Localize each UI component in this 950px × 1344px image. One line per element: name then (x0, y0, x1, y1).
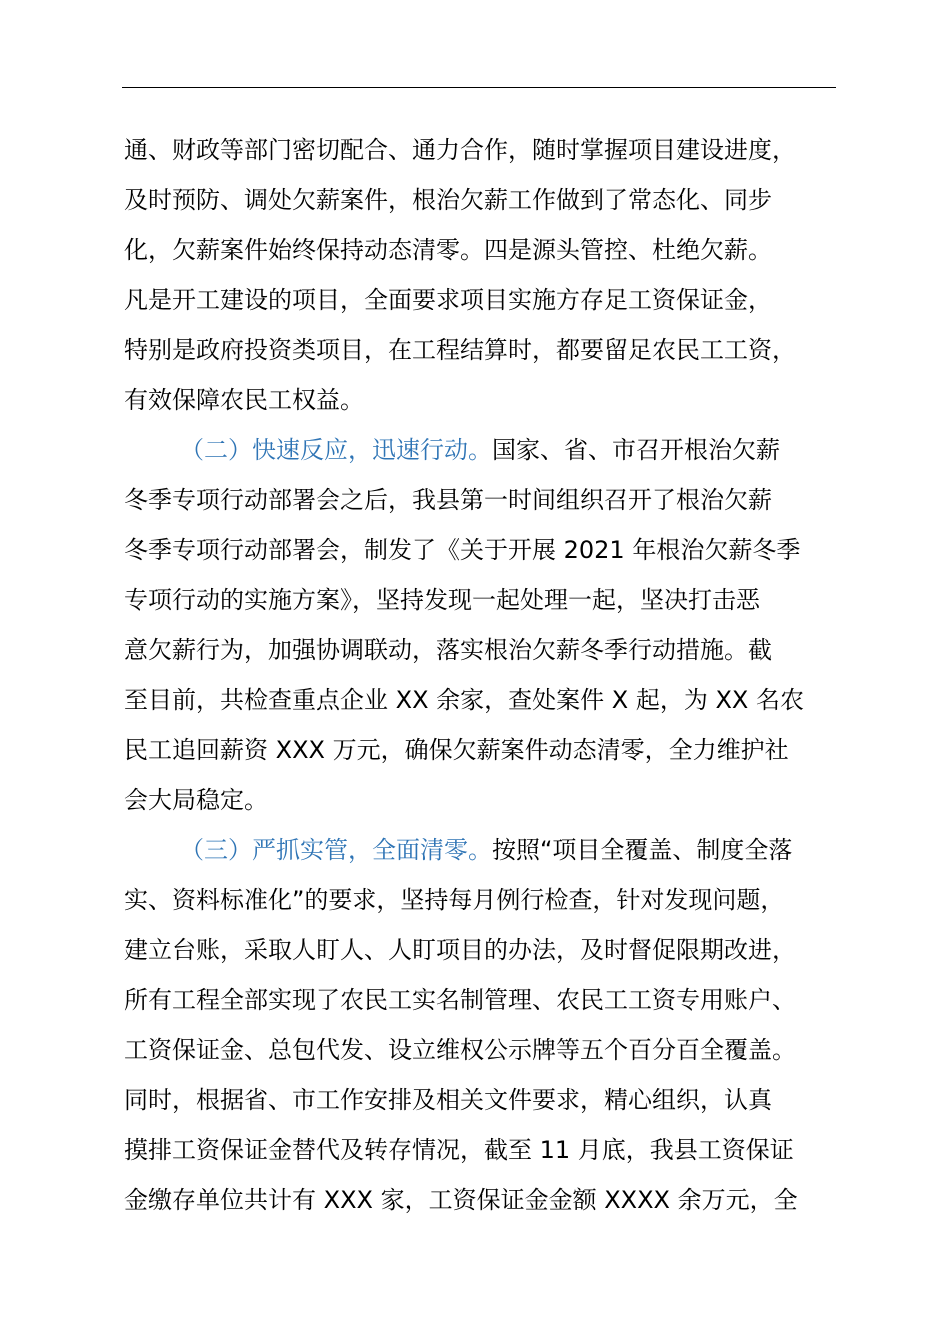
section-heading: （二）快速反应，迅速行动。 (180, 436, 492, 464)
text-line: 有效保障农民工权益。 (124, 386, 364, 414)
text-line: 冬季专项行动部署会之后，我县第一时间组织召开了根治欠薪 (124, 486, 772, 514)
text-line: 特别是政府投资类项目，在工程结算时，都要留足农民工工资， (124, 336, 796, 364)
text-line: 化，欠薪案件始终保持动态清零。四是源头管控、杜绝欠薪。 (124, 236, 772, 264)
text-span: 国家、省、市召开根治欠薪 (492, 436, 780, 464)
text-line: 及时预防、调处欠薪案件，根治欠薪工作做到了常态化、同步 (124, 186, 772, 214)
text-line: 所有工程全部实现了农民工实名制管理、农民工工资专用账户、 (124, 986, 796, 1014)
text-line: 摸排工资保证金替代及转存情况，截至 11 月底，我县工资保证 (124, 1136, 794, 1164)
paragraph-first-line (124, 825, 864, 875)
text-line: 冬季专项行动部署会，制发了《关于开展 2021 年根治欠薪冬季 (124, 536, 801, 564)
text-line: 同时，根据省、市工作安排及相关文件要求，精心组织，认真 (124, 1086, 772, 1114)
text-line: 建立台账，采取人盯人、人盯项目的办法，及时督促限期改进， (124, 936, 796, 964)
paragraph-quick-response (124, 425, 864, 825)
header-rule (122, 87, 836, 88)
paragraph-strict-management (124, 825, 864, 1225)
text-line: 实、资料标准化”的要求，坚持每月例行检查，针对发现问题， (124, 886, 785, 914)
text-line: 专项行动的实施方案》，坚持发现一起处理一起，坚决打击恶 (124, 586, 760, 614)
text-line: 金缴存单位共计有 XXX 家，工资保证金金额 XXXX 余万元，全 (124, 1186, 798, 1214)
text-line: 意欠薪行为，加强协调联动，落实根治欠薪冬季行动措施。截 (124, 636, 772, 664)
text-line: 民工追回薪资 XXX 万元，确保欠薪案件动态清零，全力维护社 (124, 736, 789, 764)
text-line: 至目前，共检查重点企业 XX 余家，查处案件 X 起，为 XX 名农 (124, 686, 804, 714)
text-line: 凡是开工建设的项目，全面要求项目实施方存足工资保证金， (124, 286, 772, 314)
text-line: 工资保证金、总包代发、设立维权公示牌等五个百分百全覆盖。 (124, 1036, 796, 1064)
paragraph-first-line (124, 425, 864, 475)
text-span: 按照“项目全覆盖、制度全落 (492, 836, 793, 864)
text-line: 通、财政等部门密切配合、通力合作，随时掌握项目建设进度， (124, 136, 796, 164)
section-heading: （三）严抓实管，全面清零。 (180, 836, 492, 864)
text-line: 会大局稳定。 (124, 786, 268, 814)
paragraph-continuation (124, 125, 864, 425)
body-text (124, 125, 864, 1225)
